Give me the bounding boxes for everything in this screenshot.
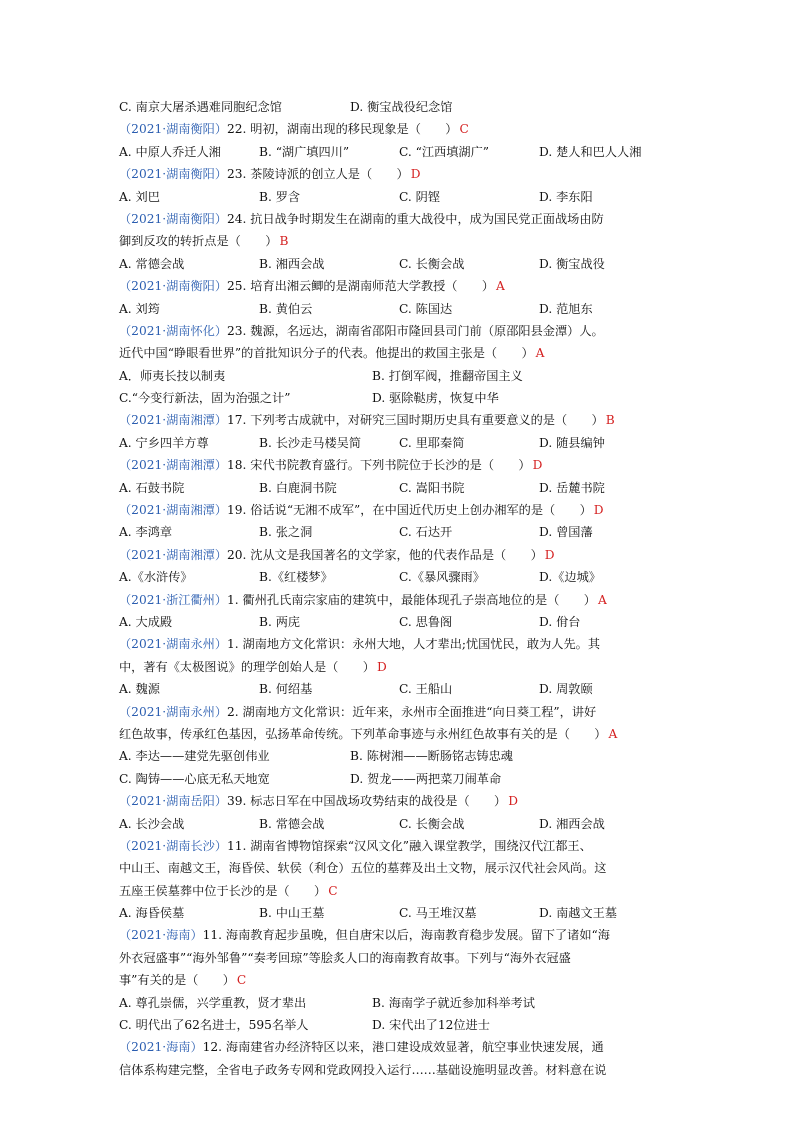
option: D. 南越文王墓	[539, 906, 618, 921]
option: A. 中原人乔迁人湘	[119, 144, 221, 159]
question-text: 中山王、南越文王，海昏侯、轪侯（利仓）五位的墓葬及出土文物，展示汉代社会风尚。这	[119, 861, 607, 876]
option: B. 常德会战	[259, 816, 325, 831]
question-text: 外衣冠盛事”“海外邹鲁”“奏考回琼”等脍炙人口的海南教育故事。下列与“海外衣冠盛	[119, 950, 571, 965]
option: B. 罗含	[259, 189, 301, 204]
question-line	[119, 633, 679, 655]
question-text: 11. 湖南省博物馆探索“汉风文化”融入课堂教学，围绕汉代江都王、	[227, 838, 592, 853]
option: A. 尊孔崇儒，兴学重教，贤才辈出	[119, 995, 307, 1010]
options-line	[119, 387, 679, 409]
option: A. 石鼓书院	[119, 480, 185, 495]
option: C. 明代出了62名进士，595名举人	[119, 1018, 309, 1033]
option: B. 张之洞	[259, 525, 313, 540]
answer-letter: A	[597, 592, 607, 607]
question-text: 1. 湖南地方文化常识：永州大地，人才辈出;忧国忧民，敢为人先。其	[227, 637, 601, 652]
question-continuation	[119, 342, 679, 364]
options-line	[119, 678, 679, 700]
option: C. 嵩阳书院	[399, 480, 465, 495]
question-line	[119, 208, 679, 230]
answer-letter: A	[608, 726, 618, 741]
question-line	[119, 454, 679, 476]
answer-letter: D	[508, 794, 518, 809]
option: D.《边城》	[539, 570, 601, 585]
option: D. 佾台	[539, 614, 581, 629]
option: C. “江西填湖广”	[399, 144, 490, 159]
source-tag: （2021·湖南湘潭）	[119, 503, 228, 518]
option: A. 宁乡四羊方尊	[119, 435, 209, 450]
question-continuation	[119, 880, 679, 902]
source-tag: （2021·湖南衡阳）	[119, 211, 228, 226]
option: B. 两庑	[259, 614, 301, 629]
question-line	[119, 499, 679, 521]
question-line	[119, 835, 679, 857]
option: A.《水浒传》	[119, 570, 193, 585]
option: A. 长沙会战	[119, 816, 185, 831]
options-line	[119, 813, 679, 835]
options-line	[119, 768, 679, 790]
source-tag: （2021·湖南岳阳）	[119, 794, 228, 809]
option: A. 李鸿章	[119, 525, 173, 540]
option: B.《红楼梦》	[259, 570, 333, 585]
question-text: 23. 魏源，名远达，湖南省邵阳市隆回县司门前（原邵阳县金潭）人。	[227, 323, 604, 338]
question-text: 中，著有《太极图说》的理学创始人是（ ）	[119, 659, 375, 674]
question-line	[119, 118, 679, 140]
option: D. 驱除鞑虏，恢复中华	[372, 391, 499, 406]
option: A. 海昏侯墓	[119, 906, 185, 921]
options-line	[119, 611, 679, 633]
options-line	[119, 992, 679, 1014]
option: B. 陈树湘——断肠铭志铸忠魂	[350, 749, 513, 764]
answer-letter: D	[532, 458, 543, 473]
question-line	[119, 589, 679, 611]
question-line	[119, 701, 679, 723]
answer-letter: C	[459, 122, 469, 137]
source-tag: （2021·海南）	[119, 1040, 203, 1055]
question-line	[119, 163, 679, 185]
option: A. 李达——建党先驱创伟业	[119, 749, 270, 764]
question-text: 12. 海南建省办经济特区以来，港口建设成效显著，航空事业快速发展，通	[202, 1040, 604, 1055]
question-text: 11. 海南教育起步虽晚，但自唐宋以后，海南教育稳步发展。留下了诸如“海	[202, 928, 610, 943]
option: D. 楚人和巴人人湘	[539, 144, 642, 159]
option: D. 岳麓书院	[539, 480, 605, 495]
option: B. 中山王墓	[259, 906, 325, 921]
options-line	[119, 432, 679, 454]
option: B. 何绍基	[259, 682, 313, 697]
question-text: 近代中国“睁眼看世界”的首批知识分子的代表。他提出的救国主张是（ ）	[119, 346, 534, 361]
question-continuation	[119, 947, 679, 969]
question-continuation	[119, 656, 679, 678]
answer-letter: D	[544, 547, 555, 562]
question-text: 18. 宋代书院教育盛行。下列书院位于长沙的是（ ）	[227, 458, 531, 473]
option: C. 阴铿	[399, 189, 441, 204]
option: D. 范旭东	[539, 301, 593, 316]
question-text: 红色故事，传承红色基因，弘扬革命传统。下列革命事迹与永州红色故事有关的是（ ）	[119, 726, 607, 741]
source-tag: （2021·湖南永州）	[119, 637, 228, 652]
option: D. 宋代出了12位进士	[372, 1018, 490, 1033]
option: D. 衡宝战役纪念馆	[350, 100, 453, 114]
options-line	[119, 521, 679, 543]
option: C. 马王堆汉墓	[399, 906, 477, 921]
options-line	[119, 298, 679, 320]
option: A. 常德会战	[119, 256, 185, 271]
options-line	[119, 365, 679, 387]
option: A．师夷长技以制夷	[119, 368, 226, 383]
question-line	[119, 275, 679, 297]
question-continuation	[119, 723, 679, 745]
option: C. 思鲁阁	[399, 614, 453, 629]
option: D. 周敦颐	[539, 682, 593, 697]
source-tag: （2021·湖南湘潭）	[119, 458, 228, 473]
answer-letter: B	[279, 234, 289, 249]
question-text: 20. 沈从文是我国著名的文学家，他的代表作品是（ ）	[227, 547, 543, 562]
question-text: 事”有关的是（ ）	[119, 973, 235, 988]
source-tag: （2021·湖南衡阳）	[119, 167, 228, 182]
options-line	[119, 902, 679, 924]
answer-letter: D	[376, 659, 387, 674]
answer-letter: A	[535, 346, 545, 361]
question-text: 25. 培育出湘云鲫的是湖南师范大学教授（ ）	[227, 279, 495, 294]
question-line	[119, 790, 679, 812]
answer-letter: B	[605, 413, 615, 428]
answer-letter: D	[593, 503, 604, 518]
question-text: 五座王侯墓葬中位于长沙的是（ ）	[119, 883, 327, 898]
answer-letter: D	[410, 167, 421, 182]
source-tag: （2021·湖南长沙）	[119, 838, 228, 853]
question-line	[119, 320, 679, 342]
source-tag: （2021·湖南怀化）	[119, 323, 228, 338]
option: C.“今变行新法，固为治强之计”	[119, 391, 291, 406]
source-tag: （2021·湖南湘潭）	[119, 413, 228, 428]
answer-letter: C	[236, 973, 247, 988]
option: B. 海南学子就近参加科举考试	[372, 995, 535, 1010]
question-text: 御到反攻的转折点是（ ）	[119, 234, 278, 249]
option: A. 刘巴	[119, 189, 160, 204]
question-line	[119, 544, 679, 566]
option: D. 贺龙——两把菜刀闹革命	[350, 771, 502, 786]
option: C. 长衡会战	[399, 256, 465, 271]
answer-letter: A	[496, 279, 505, 294]
question-text: 17. 下列考古成就中，对研究三国时期历史具有重要意义的是（ ）	[227, 413, 604, 428]
question-line	[119, 924, 679, 946]
option: C.《暴风骤雨》	[399, 570, 485, 585]
question-continuation	[119, 1059, 679, 1081]
option: C. 王船山	[399, 682, 453, 697]
answer-letter: C	[328, 883, 338, 898]
question-list	[119, 96, 679, 1081]
question-text: 22. 明初，湖南出现的移民现象是（ ）	[227, 122, 458, 137]
question-continuation	[119, 857, 679, 879]
option: A. 大成殿	[119, 614, 173, 629]
question-text: 19. 俗话说“无湘不成军”，在中国近代历史上创办湘军的是（ ）	[227, 503, 592, 518]
option: D. 湘西会战	[539, 816, 605, 831]
option: D. 衡宝战役	[539, 256, 605, 271]
option: C. 石达开	[399, 525, 453, 540]
option: B. 长沙走马楼吴简	[259, 435, 362, 450]
options-line	[119, 477, 679, 499]
question-continuation	[119, 969, 679, 991]
options-line	[119, 1014, 679, 1036]
option: A. 魏源	[119, 682, 160, 697]
question-text: 39. 标志日军在中国战场攻势结束的战役是（ ）	[227, 794, 507, 809]
source-tag: （2021·湖南永州）	[119, 704, 228, 719]
source-tag: （2021·湖南衡阳）	[119, 122, 228, 137]
options-line	[119, 96, 679, 118]
option: C. 陈国达	[399, 301, 453, 316]
question-line	[119, 409, 679, 431]
options-line	[119, 745, 679, 767]
question-text: 24. 抗日战争时期发生在湖南的重大战役中，成为国民党正面战场由防	[227, 211, 604, 226]
option: C. 长衡会战	[399, 816, 465, 831]
option: B. 打倒军阀，推翻帝国主义	[372, 368, 523, 383]
source-tag: （2021·海南）	[119, 928, 203, 943]
question-text: 1. 衢州孔氏南宗家庙的建筑中，最能体现孔子崇高地位的是（ ）	[227, 592, 596, 607]
source-tag: （2021·湖南湘潭）	[119, 547, 228, 562]
option: C. 南京大屠杀遇难同胞纪念馆	[119, 100, 282, 114]
options-line	[119, 253, 679, 275]
question-text: 2. 湖南地方文化常识：近年来，永州市全面推进“向日葵工程”，讲好	[227, 704, 597, 719]
option: A. 刘筠	[119, 301, 160, 316]
options-line	[119, 566, 679, 588]
option: D. 随县编钟	[539, 435, 605, 450]
option: D. 曾国藩	[539, 525, 593, 540]
option: B. 黄伯云	[259, 301, 313, 316]
options-line	[119, 141, 679, 163]
question-text: 23. 茶陵诗派的创立人是（ ）	[227, 167, 409, 182]
option: D. 李东阳	[539, 189, 593, 204]
question-continuation	[119, 230, 679, 252]
source-tag: （2021·浙江衢州）	[119, 592, 228, 607]
option: B. “湖广填四川”	[259, 144, 350, 159]
source-tag: （2021·湖南衡阳）	[119, 279, 228, 294]
option: C. 陶铸——心底无私天地宽	[119, 771, 270, 786]
option: B. 湘西会战	[259, 256, 325, 271]
options-line	[119, 186, 679, 208]
option: B. 白鹿洞书院	[259, 480, 337, 495]
question-line	[119, 1036, 679, 1058]
question-text: 信体系构建完整，全省电子政务专网和党政网投入运行……基础设施明显改善。材料意在说	[119, 1062, 607, 1077]
option: C. 里耶秦简	[399, 435, 465, 450]
